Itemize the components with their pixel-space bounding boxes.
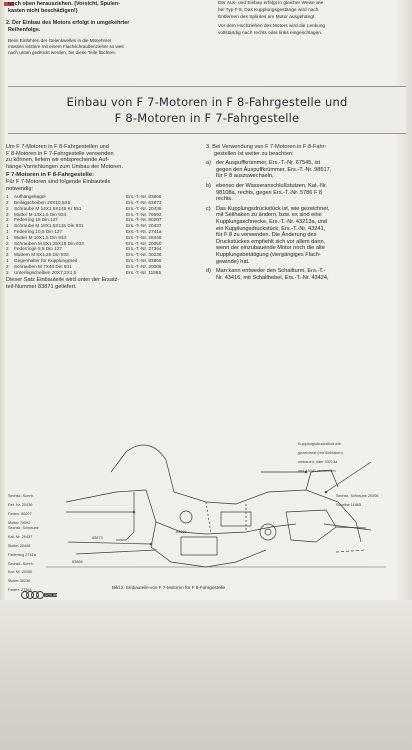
item-line: gewinde) hat.: [216, 258, 250, 265]
item-label: b): [206, 182, 211, 189]
parts-cell-description: Schrauben M 8X1,25X18 Din 933: [14, 240, 84, 246]
parts-cell-qty: 2: [6, 199, 9, 205]
item-line: Kupplungsbetätigung (viergängiges Flach-: [216, 251, 321, 258]
left-column: [6, 144, 201, 291]
parts-cell-qty: 2: [6, 252, 9, 258]
paragraph-line: hänge-Vorrichtungen zum Umbau der Motoren.: [6, 163, 123, 170]
parts-cell-qty: 2: [6, 240, 9, 246]
parts-cell-part-number: Ers.-T.-Nr. 20436: [126, 205, 162, 211]
text-line: noch oben herausziehen. (Vorsicht, Spulen-: [8, 1, 120, 7]
callout-screw: [336, 490, 378, 512]
item-label: d): [206, 268, 211, 275]
parts-cell-description: Muttern M 8X1,25 Din 934: [14, 252, 69, 258]
item-label: c): [206, 205, 211, 212]
callout-line: Sechsk.-Schrb.: [8, 561, 34, 566]
item-line: für F 8 zu verwenden. Die Änderung des: [216, 232, 317, 239]
parts-cell-description: Beilagscheiben 20X10,5X5: [14, 199, 71, 205]
parts-cell-description: Mutter M 10X1,5 Din 934: [14, 234, 67, 240]
text-line: müssen letztere mit einem Flachschraubenzieher so weit: [8, 44, 124, 49]
text-line: Entfernen des Splintes am Motor ausgehängt.: [218, 15, 316, 20]
text-line: Der Aus- und Einbau erfolgt in gleicher Weise wie: [218, 1, 324, 6]
item-line: ebenso der Wasseranschlußstutzen, Kat.-Nr.: [216, 182, 328, 189]
parts-cell-part-number: Ers.-T.-Nr. 80207: [126, 217, 162, 223]
parts-cell-part-number: Ers.-T.-Nr. 30236: [126, 252, 162, 258]
paragraph-line: Um F 7-Motoren in F 8-Fahrgestellen und: [6, 144, 109, 150]
right-item-list: [206, 160, 406, 281]
callout-line: Mutter 30236: [8, 579, 31, 584]
callout-line: Sechsk. Schraube 20006: [336, 494, 379, 499]
callout-line: Kat. Nr. 20437: [8, 535, 33, 540]
callout-line: Mutter 79592: [8, 520, 31, 525]
section-title-line-1: Einbau von F 7-Motoren in F 8-Fahrgestelle und: [66, 95, 348, 109]
parts-cell-qty: 1: [6, 194, 9, 200]
item-line: gegen den Auspuffkrümmer, Ers.-T.-Nr. 98517,: [216, 166, 332, 173]
part-label: 83866: [176, 530, 187, 534]
parts-list-row: [6, 270, 201, 276]
instruction-item: [206, 160, 406, 180]
subsection-heading: F 7-Motoren in F 8-Fahrgestelle:: [6, 172, 94, 179]
part-label: 83865: [72, 560, 83, 564]
parts-cell-description: Schrauben M 7X40 Din 931: [14, 263, 72, 269]
paragraph-line: F 8-Motoren in F 7-Fahrgestelle verwenden: [6, 150, 114, 157]
parts-cell-qty: 2: [6, 263, 9, 269]
callout-line: Kat. Nr. 20050: [8, 570, 33, 575]
instruction-item: [206, 183, 406, 203]
parts-cell-qty: 2: [6, 205, 9, 211]
callout-line: Kupplungsdruckstück wie: [298, 442, 341, 447]
parts-cell-description: Aufhängebügel: [14, 194, 46, 200]
item-line: Das Kupplungsdruckstück ist, wie gezeichnet,: [216, 205, 330, 212]
text-line: bei Typ F 8. Das Kupplungsgestänge wird nach: [218, 8, 319, 13]
item-line: für F 8 auszuwechseln,: [216, 173, 274, 180]
item-line: Kupplungsschnecke, Ers.-T.-Nr. 43213a, und: [216, 218, 328, 225]
item-line: der Auspuffkrümmer, Ers.-T.-Nr. 67545, ist: [216, 160, 321, 167]
text-line: Vor dem Hochziehen des Motors wird die Lenkung: [218, 24, 326, 29]
text-line: 2. Der Einbau des Motors erfolgt in umgekehrter: [6, 20, 130, 26]
parts-list: [6, 194, 201, 275]
item-line: Man kann entweder den Schaltturm, Ers.-T.-: [216, 268, 326, 275]
paragraph-line: 3. Bei Verwendung von F 7-Motoren in F 8-Fahr-: [206, 144, 327, 150]
section-title-line-2: F 8-Motoren in F 7-Fahrgestelle: [114, 111, 300, 125]
callout-line: Ref. Nr. 20436: [8, 503, 33, 508]
parts-cell-description: Mutter M 14X1,5 Din 934: [14, 211, 67, 217]
text-line: nach unten gedrückt werden, bis diese Teile flüchten.: [8, 50, 116, 55]
parts-cell-description: Federring 15 Din 127: [14, 217, 59, 223]
parts-cell-part-number: Ers.-T.-Nr. 11865: [126, 269, 162, 275]
parts-cell-description: Schraube M 10X1,5X115 Din 931: [14, 223, 84, 229]
parts-cell-description: Schraube M 14X1,5X145 Kr 551: [14, 205, 82, 211]
callout-line: Federr. 80207: [8, 512, 32, 517]
item-line: ein Kupplungsdruckstück, Ers.-T.-Nr. 43241,: [216, 225, 326, 232]
text-line: kasten nicht beschädigen!): [8, 8, 78, 14]
page-bottom-area: [0, 600, 412, 750]
parts-cell-description: Gegenhalter für Kupplungsseil: [14, 257, 78, 263]
paragraph-line: zu können, liefern wir entsprechende Auf-: [6, 157, 109, 164]
item-body: [216, 183, 404, 203]
paragraph-line: Dieser Satz Einbauteile wird unter der Ersatz-: [6, 277, 120, 284]
paragraph-line: gestellen ist weiter zu beachten:: [214, 150, 294, 157]
item-line: mit Seilhaken zu ändern, bzw. es sind eine: [216, 212, 322, 219]
paragraph-line: Für F 7-Motoren sind folgende Einbauteile: [6, 178, 111, 185]
item-body: [216, 206, 404, 265]
parts-cell-description: Unterlegscheiben 20X7,2X1,5: [14, 269, 77, 275]
right-column: [206, 144, 406, 281]
part-label: 83873: [92, 536, 103, 540]
parts-cell-part-number: Ers.-T.-Nr. 27364: [126, 246, 162, 252]
paragraph-line: teil-Nummer 83871 geliefert.: [6, 283, 77, 290]
parts-cell-qty: 2: [6, 269, 9, 275]
parts-cell-qty: 2: [6, 211, 9, 217]
parts-cell-qty: 1: [6, 223, 9, 229]
item-line: rechts.: [216, 196, 233, 203]
section-title-band: [8, 86, 406, 134]
text-line: Beim Einführen der Gelenkwellen in die Mitnehmer: [8, 38, 112, 43]
callout-line: und 43241 verwenden: [298, 468, 336, 473]
item-body: [216, 268, 404, 281]
parts-cell-qty: 1: [6, 234, 9, 240]
callout-line: Scheibe 11865: [336, 503, 362, 508]
instruction-item: [206, 206, 406, 265]
parts-cell-description: Federring 10,5 Din 127: [14, 228, 62, 234]
item-label: a): [206, 160, 211, 167]
callout-line: Federr. 27364: [8, 588, 32, 593]
auto-union-logo: [20, 588, 62, 598]
parts-cell-part-number: Ers.-T.-Nr. 20050: [126, 240, 162, 246]
callout-line: Sechsk.-Schrb.: [8, 494, 34, 499]
parts-cell-part-number: Ers.-T.-Nr. 83866: [126, 194, 162, 200]
parts-cell-qty: 1: [6, 257, 9, 263]
paragraph-line: notwendig:: [6, 185, 34, 192]
item-line: 98108a, rechts, gegen Ers.-T.-Nr. 5786 F 8: [216, 189, 323, 196]
parts-cell-part-number: Ers.-T.-Nr. 2741a: [126, 228, 162, 234]
text-line: vollständig nach rechts oder links eingeschlagen.: [218, 31, 323, 36]
callout-line: gezeichnet (mit Seilhaken): [298, 451, 343, 456]
parts-cell-qty: 2: [6, 246, 9, 252]
parts-cell-part-number: Ers.-T.-Nr. 83865: [126, 257, 162, 263]
parts-cell-part-number: Ers.-T.-Nr. 20006: [126, 263, 162, 269]
callout-line: Federring 2741a: [8, 552, 36, 557]
parts-cell-part-number: Ers.-T.-Nr. 79592: [126, 211, 162, 217]
logo-wordmark: AUTO UNION: [44, 594, 62, 598]
item-line: Nr. 43416, mit Schalthebel, Ers.-T.-Nr. 43424,: [216, 274, 329, 281]
callout-bolts-lower: [8, 522, 39, 597]
parts-cell-description: Federringe 8,5 Din 127: [14, 246, 62, 252]
callout-line: Mutter 20448: [8, 544, 31, 549]
instruction-item: [206, 268, 406, 281]
item-line: wenn der einzubauende Motor noch die alte: [216, 245, 325, 252]
parts-cell-qty: 2: [6, 217, 9, 223]
item-line: Druckstückes empfiehlt sich vor allem dann,: [216, 238, 326, 245]
item-body: [216, 160, 404, 180]
parts-cell-part-number: Ers.-T.-Nr. 83873: [126, 199, 162, 205]
callout-line: Sechsk. Schraube: [8, 526, 39, 531]
parts-cell-qty: 1: [6, 228, 9, 234]
text-line: Reihenfolge.: [8, 27, 41, 33]
parts-cell-part-number: Ers.-T.-Nr. 20437: [126, 223, 162, 229]
callout-clutch: [298, 438, 343, 478]
figure-caption: Bild 2. Einbauteile von F 7-Motoren für F 8-Fahrgestelle: [112, 585, 226, 590]
parts-cell-part-number: Ers.-T.-Nr. 20448: [126, 234, 162, 240]
callout-line: umbauen, oder 43213a: [298, 460, 338, 465]
